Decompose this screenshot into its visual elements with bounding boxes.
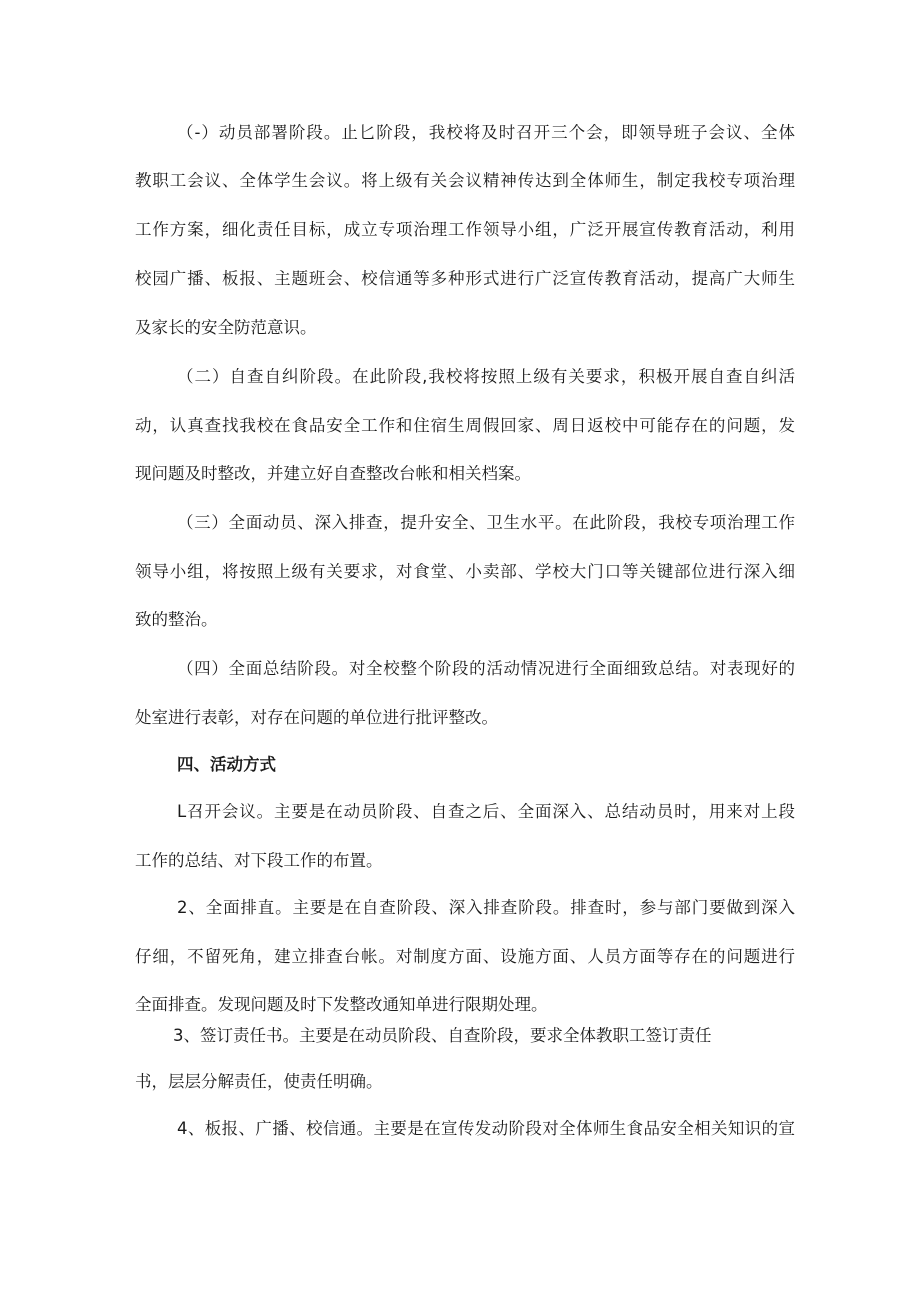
paragraph-6-line-1: 2、全面排直。主要是在自查阶段、深入排查阶段。排查时，参与部门要做到深入 (177, 898, 795, 917)
paragraph-5-line-1: L召开会议。主要是在动员阶段、自查之后、全面深入、总结动员时，用来对上段 (177, 802, 795, 821)
paragraph-7-line-1: 3、签订责任书。主要是在动员阶段、自查阶段，要求全体教职工签订责任 (173, 1026, 712, 1045)
paragraph-2-line-1: （二）自查自纠阶段。在此阶段,我校将按照上级有关要求，积极开展自查自纠活 (177, 367, 795, 386)
paragraph-3-line-1: （三）全面动员、深入排查，提升安全、卫生水平。在此阶段，我校专项治理工作 (177, 513, 795, 532)
paragraph-3-line-2: 领导小组，将按照上级有关要求，对食堂、小卖部、学校大门口等关键部位进行深入细 (135, 562, 795, 581)
paragraph-1-line-1: （-）动员部署阶段。止匕阶段，我校将及时召开三个会，即领导班子会议、全体 (177, 123, 795, 142)
paragraph-2-line-3: 现问题及时整改，并建立好自查整改台帐和相关档案。 (135, 464, 531, 483)
paragraph-1-line-4: 校园广播、板报、主题班会、校信通等多种形式进行广泛宣传教育活动，提高广大师生 (135, 269, 795, 288)
paragraph-1-line-3: 工作方案，细化责任目标，成立专项治理工作领导小组，广泛开展宣传教育活动，利用 (135, 220, 795, 239)
paragraph-8-line-1: 4、板报、广播、校信通。主要是在宣传发动阶段对全体师生食品安全相关知识的宣 (177, 1119, 795, 1138)
paragraph-1-line-5: 及家长的安全防范意识。 (135, 318, 317, 337)
paragraph-1-line-2: 教职工会议、全体学生会议。将上级有关会议精神传达到全体师生，制定我校专项治理 (135, 171, 795, 190)
section-heading-activity-methods: 四、活动方式 (177, 755, 276, 774)
paragraph-4-line-2: 处室进行表彰，对存在问题的单位进行批评整改。 (135, 708, 498, 727)
paragraph-2-line-2: 动，认真查找我校在食品安全工作和住宿生周假回家、周日返校中可能存在的问题，发 (135, 416, 795, 435)
paragraph-3-line-3: 致的整治。 (135, 610, 218, 629)
paragraph-6-line-2: 仔细，不留死角，建立排查台帐。对制度方面、设施方面、人员方面等存在的问题进行 (135, 947, 795, 966)
paragraph-4-line-1: （四）全面总结阶段。对全校整个阶段的活动情况进行全面细致总结。对表现好的 (177, 659, 795, 678)
paragraph-6-line-3: 全面排查。发现问题及时下发整改通知单进行限期处理。 (135, 995, 548, 1014)
paragraph-5-line-2: 工作的总结、对下段工作的布置。 (135, 851, 383, 870)
paragraph-7-line-2: 书，层层分解责任，使责任明确。 (135, 1072, 383, 1091)
